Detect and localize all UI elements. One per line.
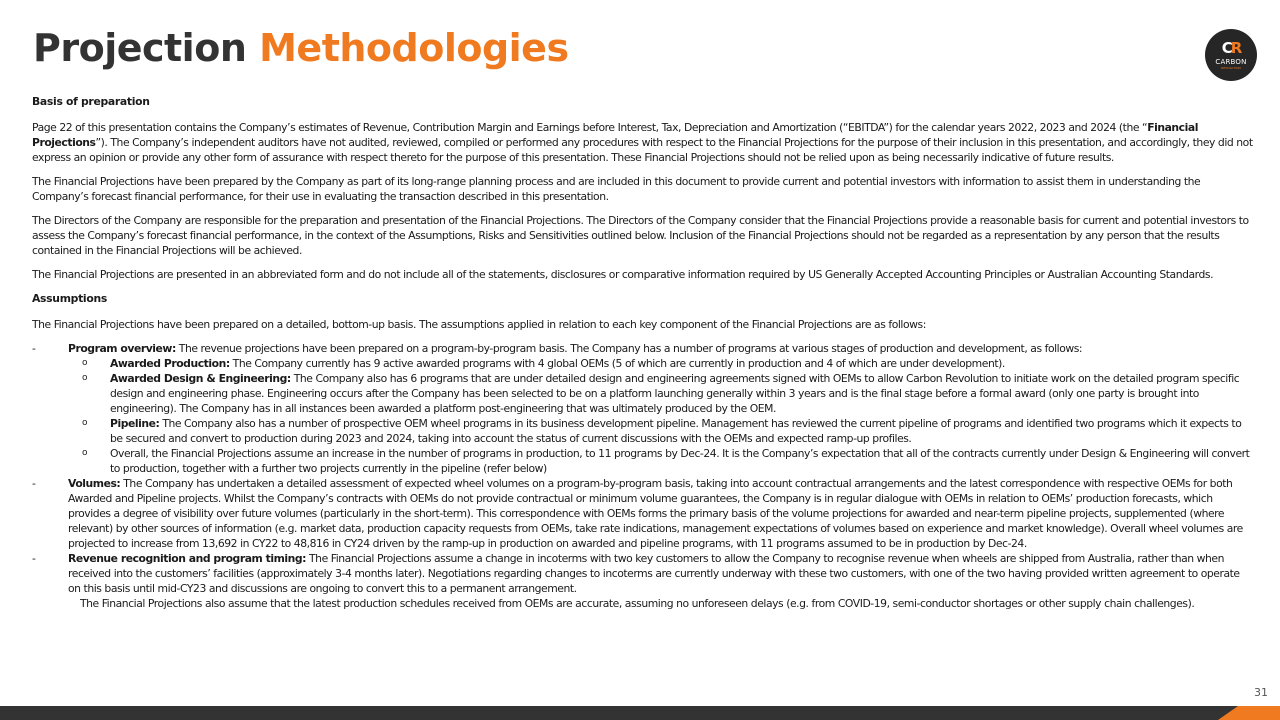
title-part-1: Projection	[33, 26, 260, 70]
sub-item-pipeline: o Pipeline: The Company also has a number of prospective OEM wheel programs in its business development pipeline. Management has reviewed the current pipeline of programs and identified two programs which it expects to be secured and convert to production during 2023 and 2024, taking into account the status of current discussions with the OEMs and expected ramp-up profiles.	[82, 417, 1242, 445]
list-item-program-overview: - Program overview: The revenue projections have been prepared on a program-by-program basis. The Company has a number of programs at various stages of production and development, as follows:	[32, 342, 1083, 355]
revenue-recognition-label: Revenue recognition and program timing:	[68, 552, 307, 565]
circle-bullet: o	[82, 418, 88, 428]
circle-bullet: o	[82, 448, 88, 458]
sub-item-awarded-design: o Awarded Design & Engineering: The Company also has 6 programs that are under detailed design and engineering agreements signed with OEMs to allow Carbon Revolution to initiate work on the detailed program specific design and engineering phase. Engineering occurs after the Company has been selected to be on a platform launching generally within 3 years and is the final stage before a formal award (only one party is brought into engineering). The Company has in all instances been awarded a platform post-engineering that was ultimately produced by the OEM.	[82, 372, 1240, 415]
assumptions-intro: The Financial Projections have been prepared on a detailed, bottom-up basis. The assumptions applied in relation to each key component of the Financial Projections are as follows:	[32, 318, 926, 331]
logo-wordmark: CARBON	[1215, 57, 1247, 66]
basis-paragraph-3: The Directors of the Company are responsible for the preparation and presentation of the Financial Projections. The Directors of the Company consider that the Financial Projections provide a reasonable basis for current and potential investors to assess the Company’s forecast financial performance, in the context of the Assumptions, Risks and Sensitivities outlined below. Inclusion of the Financial Projections should not be regarded as a representation by any person that the results contained in the Financial Projections will be achieved.	[32, 214, 1249, 257]
sub-item-awarded-production: o Awarded Production: The Company currently has 9 active awarded programs with 4 global OEMs (5 of which are currently in production and 4 of which are under development).	[82, 357, 1005, 370]
basis-paragraph-2: The Financial Projections have been prepared by the Company as part of its long-range planning process and are included in this document to provide current and potential investors with information to assist them in understanding the Company’s forecast financial performance, for their use in evaluating the transaction described in this presentation.	[32, 175, 1201, 203]
dash-bullet: -	[32, 477, 36, 490]
page-title	[33, 24, 569, 72]
dash-bullet: -	[32, 552, 36, 565]
closing-note: The Financial Projections also assume that the latest production schedules received from OEMs are accurate, assuming no unforeseen delays (e.g. from COVID-19, semi-conductor shortages or other supply chain challenges).	[80, 597, 1195, 610]
page-number: 31	[1254, 686, 1268, 699]
circle-bullet: o	[82, 373, 88, 383]
title-part-2: Methodologies	[259, 26, 569, 70]
sub-item-overall: o Overall, the Financial Projections assume an increase in the number of programs in production, to 11 programs by Dec-24. It is the Company’s expectation that all of the contracts currently under Design & Engineering will convert to production, together with a further two projects currently in the pipeline (refer below)	[82, 447, 1250, 475]
assumptions-list	[32, 341, 1254, 596]
basis-heading: Basis of preparation	[32, 95, 150, 108]
carbon-revolution-logo	[1205, 29, 1257, 81]
logo-mark: CR	[1221, 38, 1241, 57]
list-item-revenue-recognition: - Revenue recognition and program timing: The Financial Projections assume a change in incoterms with two key customers to allow the Company to recognise revenue when wheels are shipped from Australia, rather than when received into the customers’ facilities (approximately 3-4 months later). Negotiations regarding changes to incoterms are currently underway with these two customers, with one of the two having provided written agreement to operate on this basis until mid-CY23 and discussions are ongoing to convert this to a permanent arrangement.	[32, 552, 1240, 595]
program-overview-label: Program overview:	[68, 342, 176, 355]
footer-bar	[0, 706, 1280, 720]
financial-projections-term: Financial Projections	[32, 121, 1198, 149]
list-item-volumes: - Volumes: The Company has undertaken a detailed assessment of expected wheel volumes on a program-by-program basis, taking into account contractual arrangements and the latest correspondence with respective OEMs for both Awarded and Pipeline projects. Whilst the Company’s contracts with OEMs do not provide contractual or minimum volume guarantees, the Company is in regular dialogue with OEMs in relation to OEMs’ production forecasts, which provides a degree of visibility over future volumes (particularly in the short-term). This correspondence with OEMs forms the primary basis of the volume projections for awarded and near-term pipeline projects, supplemented (where relevant) by other sources of information (e.g. market data, production capacity requests from OEMs, take rate indications, management expectations of volumes based on experience and market knowledge). Overall wheel volumes are projected to increase from 13,692 in CY22 to 48,816 in CY24 driven by the ramp-up in production on awarded and pipeline programs, with 11 programs assumed to be in production by Dec-24.	[32, 477, 1243, 550]
logo-subtext: REVOLUTION	[1221, 65, 1241, 70]
document-body	[32, 94, 1254, 611]
assumptions-heading: Assumptions	[32, 292, 107, 305]
volumes-label: Volumes:	[68, 477, 121, 490]
basis-paragraph-4: The Financial Projections are presented in an abbreviated form and do not include all of the statements, disclosures or comparative information required by US Generally Accepted Accounting Principles or Australian Accounting Standards.	[32, 268, 1214, 281]
circle-bullet: o	[82, 358, 88, 368]
basis-paragraph-1: Page 22 of this presentation contains the Company’s estimates of Revenue, Contribution Margin and Earnings before Interest, Tax, Depreciation and Amortization (“EBITDA”) for the calendar years 2022, 2023 and 2024 (the “Financial Projections”). The Company’s independent auditors have not audited, reviewed, compiled or performed any procedures with respect to the Financial Projections for the purpose of their inclusion in this presentation, and accordingly, they did not express an opinion or provide any other form of assurance with respect thereto for the purpose of this presentation. These Financial Projections should not be relied upon as being necessarily indicative of future results.	[32, 121, 1253, 164]
dash-bullet: -	[32, 342, 36, 355]
